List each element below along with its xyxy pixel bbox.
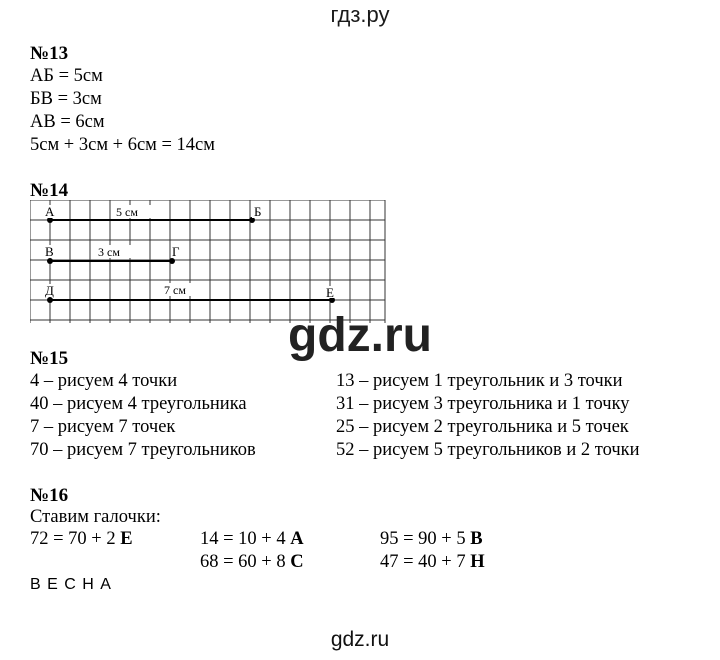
equation-letter: В: [470, 529, 483, 549]
task-15-right-item: 25 – рисуем 2 треугольника и 5 точек: [336, 417, 629, 437]
equation-expr: 68 = 60 + 8: [200, 552, 291, 572]
task-13-line: АВ = 6см: [30, 112, 105, 132]
task-15-right-item: 52 – рисуем 5 треугольников и 2 точки: [336, 440, 640, 460]
task-16-equation: [380, 552, 485, 573]
label-g: Г: [172, 244, 180, 259]
task-13-line: 5см + 3см + 6см = 14см: [30, 135, 215, 155]
task-16-equation: [30, 529, 133, 550]
task-16-equation: [200, 552, 304, 573]
site-header: гдз.ру: [330, 2, 390, 27]
task-13-line: БВ = 3см: [30, 89, 102, 109]
footer-site: gdz.ru: [330, 628, 390, 651]
task-16-intro: Ставим галочки:: [30, 507, 161, 527]
segment-de: [44, 283, 338, 303]
task-15-left-item: 4 – рисуем 4 точки: [30, 371, 178, 391]
watermark: gdz.ru: [288, 309, 432, 362]
label-b: Б: [254, 204, 262, 219]
equation-expr: 72 = 70 + 2: [30, 529, 121, 549]
task-15-left-item: 40 – рисуем 4 треугольника: [30, 394, 247, 414]
equation-expr: 14 = 10 + 4: [200, 529, 291, 549]
equation-letter: С: [290, 552, 304, 572]
equation-expr: 95 = 90 + 5: [380, 529, 471, 549]
task-15-right-item: 31 – рисуем 3 треугольника и 1 точку: [336, 394, 630, 414]
task-15-right-item: 13 – рисуем 1 треугольник и 3 точки: [336, 371, 623, 391]
equation-letter: Н: [470, 552, 485, 572]
label-v: В: [45, 244, 54, 259]
equation-letter: Е: [120, 529, 133, 549]
task-13-number: №13: [30, 43, 69, 64]
task-16-answer: В Е С Н А: [30, 576, 112, 593]
task-13-line: АБ = 5см: [30, 66, 103, 86]
task-16-equation: [380, 529, 483, 550]
task-15-number: №15: [30, 348, 69, 369]
equation-letter: А: [290, 529, 304, 549]
task-14-number: №14: [30, 180, 69, 201]
task-15-left-item: 70 – рисуем 7 треугольников: [30, 440, 256, 460]
length-de: 7 см: [164, 283, 186, 297]
label-a: А: [45, 204, 55, 219]
equation-expr: 47 = 40 + 7: [380, 552, 471, 572]
segment-vg: [44, 244, 184, 264]
label-e: Е: [326, 285, 334, 300]
length-ab: 5 см: [116, 205, 138, 219]
segment-ab: [44, 204, 264, 223]
length-vg: 3 см: [98, 245, 120, 259]
task-16-number: №16: [30, 485, 69, 506]
label-d: Д: [45, 283, 54, 298]
task-16-equation: [200, 529, 304, 550]
task-15-left-item: 7 – рисуем 7 точек: [30, 417, 176, 437]
